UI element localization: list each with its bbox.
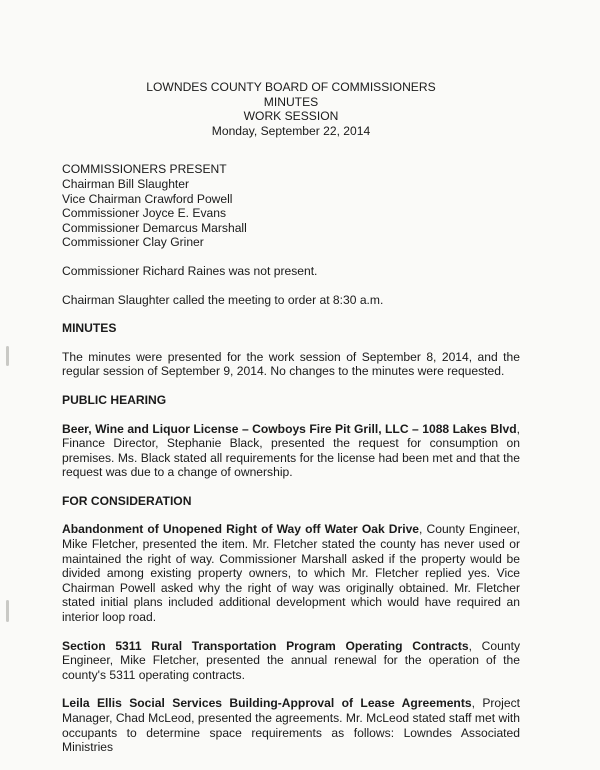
present-member: Vice Chairman Crawford Powell	[62, 191, 233, 206]
item-text: , Project Manager, Chad McLeod, presented the agreements. Mr. McLeod stated staff met with occupants to determine space requirements as follows: Lowndes Associated Ministries	[62, 696, 520, 755]
document-header	[62, 80, 520, 138]
document-body	[62, 80, 520, 755]
margin-mark	[6, 346, 9, 366]
minutes-text: The minutes were presented for the work session of September 8, 2014, and the regular session of September 9, 2014. No changes to the minutes were requested.	[62, 349, 520, 379]
item-title: Abandonment of Unopened Right of Way off Water Oak Drive	[62, 522, 420, 537]
section-heading-minutes: MINUTES	[62, 321, 117, 336]
margin-mark	[6, 600, 9, 622]
header-line-org: LOWNDES COUNTY BOARD OF COMMISSIONERS	[146, 80, 436, 94]
item-text: , County Engineer, Mike Fletcher, presented the item. Mr. Fletcher stated the county has never used or maintained the right of way. Commissioner Marshall asked if the property would be divided among existing property owners, to which Mr. Fletcher replied yes. Vice Chairman Powell asked why the right of way was originally obtained. Mr. Fletcher stated initial plans included additional development which would have required an interior loop road.	[62, 522, 521, 625]
section-heading-for-consideration: FOR CONSIDERATION	[62, 493, 192, 508]
item-title: Leila Ellis Social Services Building-Approval of Lease Agreements	[62, 696, 472, 711]
header-line-date: Monday, September 22, 2014	[211, 123, 371, 138]
header-line-minutes: MINUTES	[263, 94, 319, 109]
absent-note: Commissioner Richard Raines was not present.	[62, 263, 318, 278]
commissioners-present	[62, 162, 520, 250]
item-text: , County Engineer, Mike Fletcher, presented the annual renewal for the operation of the county's 5311 operating contracts.	[62, 638, 520, 682]
consideration-item	[62, 522, 520, 624]
header-line-session: WORK SESSION	[243, 109, 339, 124]
present-member: Chairman Bill Slaughter	[62, 176, 190, 191]
item-title: Section 5311 Rural Transportation Program Operating Contracts	[62, 638, 469, 653]
present-member: Commissioner Joyce E. Evans	[62, 206, 226, 221]
present-member: Commissioner Demarcus Marshall	[62, 220, 247, 235]
present-member: Commissioner Clay Griner	[62, 235, 204, 250]
public-hearing-item	[62, 422, 520, 480]
consideration-item	[62, 639, 520, 683]
section-heading-public-hearing: PUBLIC HEARING	[62, 392, 167, 407]
item-title: Beer, Wine and Liquor License – Cowboys Fire Pit Grill, LLC – 1088 Lakes Blvd	[62, 421, 517, 436]
consideration-item	[62, 696, 520, 754]
call-to-order: Chairman Slaughter called the meeting to order at 8:30 a.m.	[62, 292, 384, 307]
item-text: , Finance Director, Stephanie Black, presented the request for consumption on premises. Ms. Black stated all requirements for the license had been met and that the request was due to a change of ownership.	[62, 421, 520, 480]
present-title: COMMISSIONERS PRESENT	[62, 162, 227, 177]
